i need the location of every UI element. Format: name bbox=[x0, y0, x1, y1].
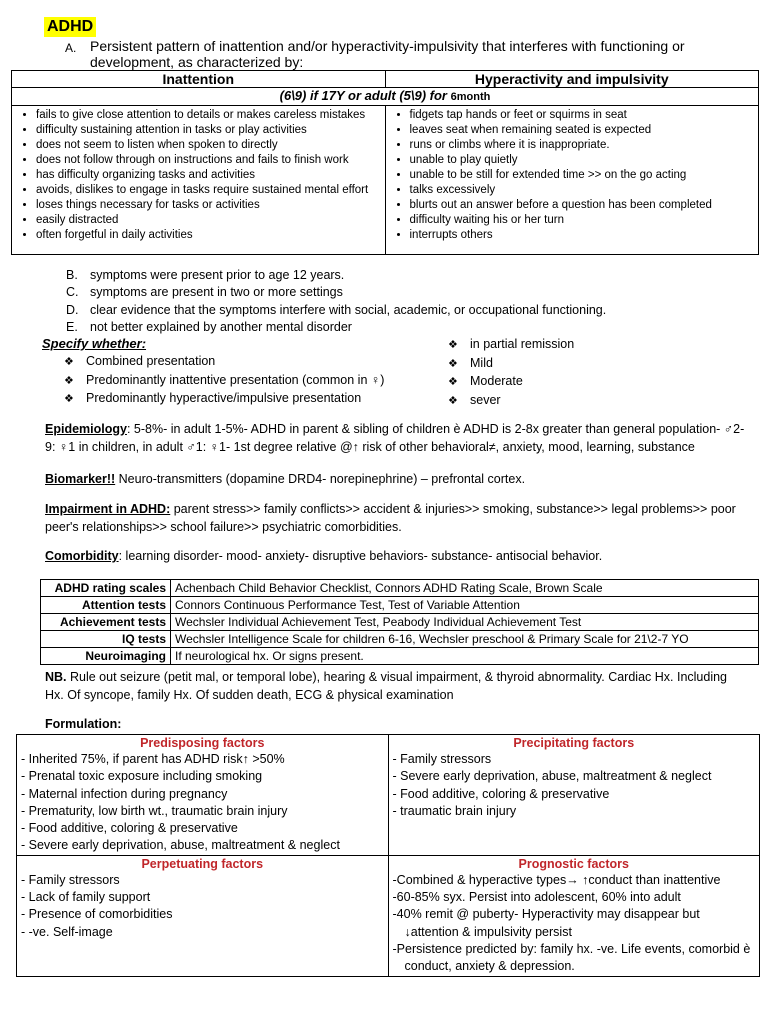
list-item: • often forgetful in daily activities bbox=[36, 228, 381, 243]
criterion-text: clear evidence that the symptoms interfere with social, academic, or occupational functioning. bbox=[90, 302, 607, 317]
item-text: Predominantly inattentive presentation (common in ♀) bbox=[86, 372, 385, 387]
impairment-label: Impairment in ADHD: bbox=[45, 502, 171, 516]
list-item: - Severe early deprivation, abuse, maltreatment & neglect bbox=[21, 838, 340, 853]
list-item: • interrupts others bbox=[410, 228, 755, 243]
list-item: - Family stressors bbox=[21, 872, 120, 887]
hyperactivity-header: Hyperactivity and impulsivity bbox=[385, 71, 759, 88]
diamond-bullet-icon: ❖ bbox=[64, 374, 74, 387]
page-title: ADHD bbox=[44, 17, 96, 37]
list-item bbox=[448, 373, 574, 392]
criterion-text: symptoms are present in two or more settings bbox=[90, 285, 343, 300]
nb-text: Rule out seizure (petit mal, or temporal lobe), hearing & visual impairment, & thyroid abnormality. Cardiac Hx. Including Hx. Of syncope, family Hx. Of sudden death, ECG & physical examination bbox=[45, 670, 728, 702]
list-item: - -ve. Self-image bbox=[21, 924, 113, 939]
nb-note bbox=[45, 669, 745, 704]
nb-label: NB. bbox=[45, 670, 67, 684]
criterion-letter: D. bbox=[66, 302, 79, 317]
list-item bbox=[448, 355, 574, 374]
impairment-paragraph bbox=[45, 501, 745, 536]
prognostic-cell bbox=[388, 855, 760, 976]
criterion-a-letter: A. bbox=[65, 41, 77, 55]
item-text: Mild bbox=[470, 355, 493, 370]
list-item: - Prenatal toxic exposure including smoking bbox=[21, 769, 263, 784]
list-item: • runs or climbs where it is inappropriate. bbox=[410, 138, 755, 153]
diamond-bullet-icon: ❖ bbox=[64, 356, 74, 368]
comorbidity-label: Comorbidity bbox=[45, 549, 119, 563]
specify-presentation-list bbox=[64, 353, 384, 409]
epidemiology-text: : 5-8%- in adult 1-5%- ADHD in parent & sibling of children è ADHD is 2-8x greater than general population- ♂2-9: ♀1 in children, in adult ♂1: ♀1- 1st degree relative @↑ risk of other behavioral≠, anxiety, mood, learning, substance bbox=[45, 422, 745, 454]
specify-severity-list bbox=[448, 336, 574, 410]
list-item: - traumatic brain injury bbox=[392, 803, 517, 818]
list-item: • does not follow through on instructions and fails to finish work bbox=[36, 153, 381, 168]
test-value: Achenbach Child Behavior Checklist, Connors ADHD Rating Scale, Brown Scale bbox=[171, 580, 759, 597]
criterion-text: not better explained by another mental disorder bbox=[90, 319, 352, 334]
hyperactivity-list bbox=[390, 108, 755, 243]
biomarker-paragraph bbox=[45, 471, 745, 489]
criteria-main: (6\9) if 17Y or adult (5\9) for bbox=[279, 88, 447, 103]
test-key: Achievement tests bbox=[41, 614, 171, 631]
epidemiology-label: Epidemiology bbox=[45, 422, 127, 436]
list-item: • fails to give close attention to details or makes careless mistakes bbox=[36, 108, 381, 123]
diamond-bullet-icon: ❖ bbox=[448, 376, 458, 388]
list-item: - Severe early deprivation, abuse, maltreatment & neglect bbox=[392, 769, 712, 784]
criteria-count bbox=[12, 88, 759, 106]
list-item: -Combined & hyperactive types→ ↑conduct than inattentive bbox=[392, 872, 721, 887]
list-item: • does not seem to listen when spoken to directly bbox=[36, 138, 381, 153]
list-item: conduct, anxiety & depression. bbox=[404, 959, 575, 974]
diamond-bullet-icon: ❖ bbox=[448, 394, 458, 407]
list-item bbox=[448, 336, 574, 355]
list-item: - Presence of comorbidities bbox=[21, 907, 173, 922]
list-item: - Food additive, coloring & preservative bbox=[392, 786, 610, 801]
list-item: - Maternal infection during pregnancy bbox=[21, 786, 228, 801]
test-value: Connors Continuous Performance Test, Test of Variable Attention bbox=[171, 597, 759, 614]
list-item: • difficulty sustaining attention in tasks or play activities bbox=[36, 123, 381, 138]
item-text: Combined presentation bbox=[86, 354, 216, 368]
test-value: If neurological hx. Or signs present. bbox=[171, 648, 759, 665]
list-item: - Lack of family support bbox=[21, 890, 151, 905]
criterion-a-text: Persistent pattern of inattention and/or hyperactivity-impulsivity that interferes with functioning or development, as characterized by: bbox=[90, 38, 685, 70]
list-item: • easily distracted bbox=[36, 213, 381, 228]
list-item: • has difficulty organizing tasks and activities bbox=[36, 168, 381, 183]
list-item: -60-85% syx. Persist into adolescent, 60% into adult bbox=[392, 890, 681, 905]
diamond-bullet-icon: ❖ bbox=[64, 393, 74, 405]
assessment-tests-table bbox=[40, 579, 759, 665]
formulation-table bbox=[16, 734, 760, 977]
test-key: ADHD rating scales bbox=[41, 580, 171, 597]
list-item bbox=[66, 284, 606, 301]
list-item bbox=[66, 267, 606, 284]
inattention-header: Inattention bbox=[12, 71, 386, 88]
precipitating-cell bbox=[388, 735, 760, 856]
list-item: • leaves seat when remaining seated is expected bbox=[410, 123, 755, 138]
list-item: • unable to be still for extended time >> on the go acting bbox=[410, 168, 755, 183]
impairment-text: parent stress>> family conflicts>> accident & injuries>> smoking, substance>> legal problems>> poor peer's relationships>> school failure>> psychiatric comorbidities. bbox=[45, 502, 736, 534]
table-row bbox=[41, 580, 759, 597]
list-item: • avoids, dislikes to engage in tasks require sustained mental effort bbox=[36, 183, 381, 198]
list-item: ↓attention & impulsivity persist bbox=[404, 924, 572, 939]
list-item bbox=[64, 390, 384, 409]
symptoms-table bbox=[11, 70, 759, 255]
list-item bbox=[66, 319, 606, 336]
inattention-cell bbox=[12, 106, 386, 255]
test-key: IQ tests bbox=[41, 631, 171, 648]
biomarker-text: Neuro-transmitters (dopamine DRD4- norepinephrine) – prefrontal cortex. bbox=[115, 472, 526, 486]
list-item: • difficulty waiting his or her turn bbox=[410, 213, 755, 228]
list-item bbox=[448, 392, 574, 411]
list-item: -Persistence predicted by: family hx. -ve. Life events, comorbid è bbox=[392, 941, 751, 956]
prognostic-header: Prognostic factors bbox=[518, 856, 629, 871]
list-item: • loses things necessary for tasks or activities bbox=[36, 198, 381, 213]
epidemiology-paragraph bbox=[45, 421, 745, 456]
table-row bbox=[41, 597, 759, 614]
test-key: Attention tests bbox=[41, 597, 171, 614]
list-item: • talks excessively bbox=[410, 183, 755, 198]
criterion-letter: B. bbox=[66, 268, 78, 282]
test-key: Neuroimaging bbox=[41, 648, 171, 665]
item-text: sever bbox=[470, 392, 501, 407]
criteria-duration: 6month bbox=[450, 91, 491, 103]
criterion-text: symptoms were present prior to age 12 years. bbox=[90, 268, 345, 282]
test-value: Wechsler Individual Achievement Test, Peabody Individual Achievement Test bbox=[171, 614, 759, 631]
comorbidity-paragraph bbox=[45, 548, 745, 566]
hyperactivity-cell bbox=[385, 106, 759, 255]
inattention-list bbox=[16, 108, 381, 243]
criterion-letter: E. bbox=[66, 319, 78, 334]
list-item bbox=[64, 372, 384, 391]
comorbidity-text: : learning disorder- mood- anxiety- disruptive behaviors- substance- antisocial behavior. bbox=[118, 549, 603, 563]
perpetuating-cell bbox=[17, 855, 389, 976]
perpetuating-header: Perpetuating factors bbox=[141, 856, 264, 871]
list-item: - Prematurity, low birth wt., traumatic brain injury bbox=[21, 803, 288, 818]
test-value: Wechsler Intelligence Scale for children 6-16, Wechsler preschool & Primary Scale for 21\2-7 YO bbox=[171, 631, 759, 648]
predisposing-header: Predisposing factors bbox=[140, 736, 265, 750]
list-item: -40% remit @ puberty- Hyperactivity may disappear but bbox=[392, 907, 700, 922]
table-row bbox=[41, 614, 759, 631]
criterion-letter: C. bbox=[66, 285, 79, 300]
formulation-label: Formulation: bbox=[45, 717, 122, 731]
precipitating-header: Precipitating factors bbox=[513, 736, 635, 750]
diamond-bullet-icon: ❖ bbox=[448, 339, 458, 351]
list-item: • fidgets tap hands or feet or squirms in seat bbox=[410, 108, 755, 123]
diamond-bullet-icon: ❖ bbox=[448, 357, 458, 370]
biomarker-label: Biomarker!! bbox=[45, 472, 116, 486]
list-item: - Food additive, coloring & preservative bbox=[21, 821, 238, 836]
predisposing-cell bbox=[17, 735, 389, 856]
list-item: - Inherited 75%, if parent has ADHD risk↑ >50% bbox=[21, 752, 285, 766]
list-item bbox=[66, 302, 606, 319]
list-item: - Family stressors bbox=[392, 752, 492, 766]
list-item: • unable to play quietly bbox=[410, 153, 755, 168]
item-text: Predominantly hyperactive/impulsive presentation bbox=[86, 391, 362, 405]
item-text: in partial remission bbox=[470, 337, 575, 351]
table-row bbox=[41, 648, 759, 665]
item-text: Moderate bbox=[470, 374, 523, 388]
list-item bbox=[64, 353, 384, 372]
specify-heading: Specify whether: bbox=[42, 336, 147, 351]
criteria-b-e-list bbox=[66, 267, 606, 336]
table-row bbox=[41, 631, 759, 648]
list-item: • blurts out an answer before a question has been completed bbox=[410, 198, 755, 213]
